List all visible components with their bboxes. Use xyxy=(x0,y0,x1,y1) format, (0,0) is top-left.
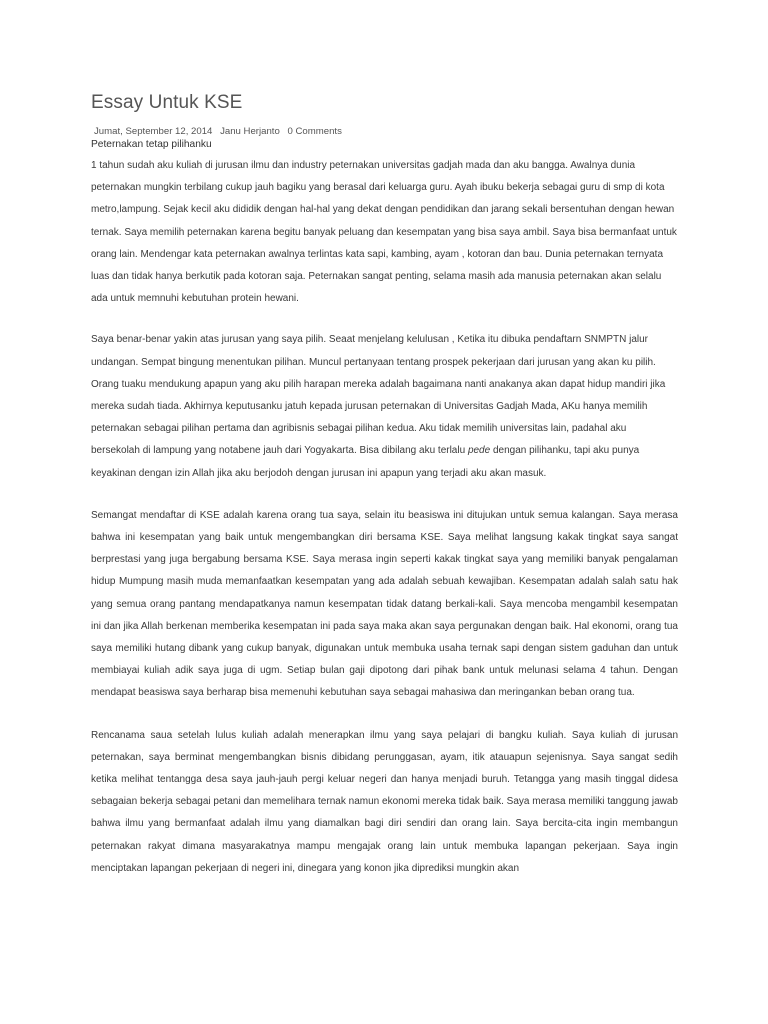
paragraph-2-emphasis: pede xyxy=(467,445,491,457)
paragraph-1: 1 tahun sudah aku kuliah di jurusan ilmu dan industry peternakan universitas gadjah mada dan aku bangga. Awalnya dunia peternakan mungkin terbilang cukup jauh bagiku yang berasal dari keluarga guru. Ayah ibuku bekerja sebagai guru di smp di kota metro,lampung. Sejak kecil aku dididik dengan hal-hal yang dekat dengan pendidikan dan jarang sekali bersentuhan dengan hewan ternak. Saya memilih peternakan karena begitu banyak peluang dan kesempatan yang bisa saya ambil. Saya bisa bermanfaat untuk orang lain. Mendengar kata peternakan awalnya terlintas kata sapi, kambing, ayam , kotoran dan bau. Dunia peternakan ternyata luas dan tidak hanya berkutik pada kotoran saja. Peternakan sangat penting, selama masih ada manusia peternakan akan selalu ada untuk memnuhi kebutuhan protein hewani. xyxy=(91,160,677,305)
post-comments[interactable]: 0 Comments xyxy=(287,126,342,137)
post-subtitle: Peternakan tetap pilihanku xyxy=(91,139,212,150)
paragraph-4: Rencanama saua setelah lulus kuliah adalah menerapkan ilmu yang saya pelajari di bangku kuliah. Saya kuliah di jurusan peternakan, saya berminat mengembangkan bisnis dibidang perunggasan, ayam, itik atauapun sejenisnya. Saya sangat sedih ketika melihat tentangga desa saya jauh-jauh pergi keluar negeri dan hanya menjadi buruh. Tetangga yang masih tinggal didesa sebagaian bekerja sebagai petani dan memelihara ternak namun ekonomi mereka tidak baik. Saya merasa memiliki tanggung jawab bahwa ilmu yang bermanfaat adalah ilmu yang diamalkan bagi diri sendiri dan orang lain. Saya bercita-cita ingin membangun peternakan rakyat dimana masyarakatnya mampu mengajak orang lain untuk membuka lapangan pekerjaan. Saya ingin menciptakan lapangan pekerjaan di negeri ini, dinegara yang konon jika diprediksi mungkin akan xyxy=(91,729,678,874)
paragraph-3: Semangat mendaftar di KSE adalah karena orang tua saya, selain itu beasiswa ini ditujukan untuk semua kalangan. Saya merasa bahwa ini kesempatan yang baik untuk mengembangkan diri bersama KSE. Saya melihat langsung kakak tingkat saya sangat berprestasi yang juga bergabung bersama KSE. Saya merasa ingin seperti kakak tingkat saya yang memiliki banyak pengalaman hidup Mumpung masih muda memanfaatkan kesempatan yang ada adalah sebuah kewajiban. Kesempatan adalah salah satu hak yang semua orang pantang mendapatkanya namun kesempatan tidak datang berkali-kali. Saya mencoba mengambil kesempatan ini dan jika Allah berkenan memberika kesempatan ini pada saya maka akan saya pergunakan dengan baik. Hal ekonomi, orang tua saya memiliki hutang dibank yang cukup banyak, digunakan untuk membuka usaha ternak sapi dengan sistem gaduhan dan untuk membiayai kuliah adik saya juga di ugm. Setiap bulan gaji dipotong dari pihak bank untuk melunasi selama 4 tahun. Dengan mendapat beasiswa saya berharap bisa memenuhi kebutuhan saya sebagai mahasiwa dan meringankan beban orang tua. xyxy=(91,509,678,699)
page-title: Essay Untuk KSE xyxy=(91,92,243,113)
post-author[interactable]: Janu Herjanto xyxy=(220,126,280,137)
post-body xyxy=(91,155,678,880)
paragraph-2 xyxy=(91,329,678,484)
paragraph-2-part-2: dengan pilihanku, tapi aku punya keyakinan dengan izin Allah jika aku berjodoh dengan jurusan ini apapun yang terjadi aku akan masuk. xyxy=(91,445,640,479)
post-date: Jumat, September 12, 2014 xyxy=(94,126,213,137)
paragraph-2-part-1: Saya benar-benar yakin atas jurusan yang saya pilih. Seaat menjelang kelulusan , Ketika itu dibuka pendaftarn SNMPTN jalur undangan. Sempat bingung menentukan pilihan. Muncul pertanyaan tentang prospek pekerjaan dari jurusan yang akan ku pilih. Orang tuaku mendukung apapun yang aku pilih harapan mereka adalah bagaimana nanti anakanya akan dapat hidup mandiri jika mereka sudah tiada. Akhirnya keputusanku jatuh kepada jurusan peternakan di Universitas Gadjah Mada, AKu hanya memilih peternakan sebagai pilihan pertama dan agribisnis sebagai pilihan kedua. Aku tidak memilih universitas lain, padahal aku bersekolah di lampung yang notabene jauh dari Yogyakarta. Bisa dibilang aku terlalu xyxy=(91,334,666,457)
post-meta xyxy=(94,126,347,137)
